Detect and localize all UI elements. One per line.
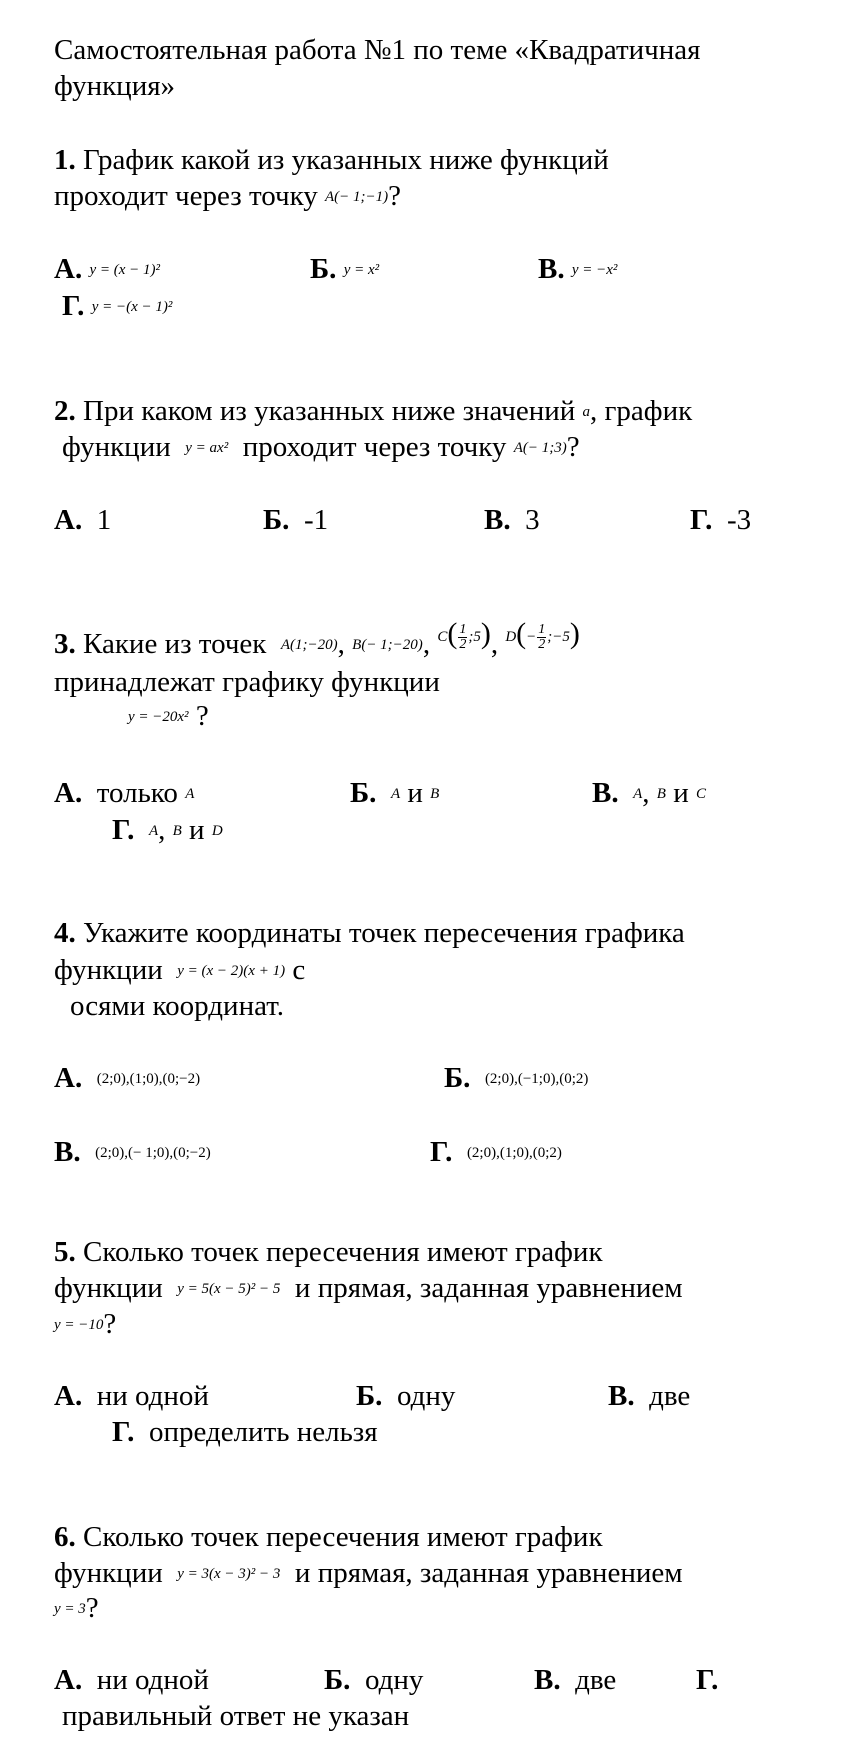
q2-text-2b: проходит через точку: [242, 431, 507, 463]
option-label: Б.: [356, 1380, 383, 1412]
q3-text-1: Какие из точек: [83, 628, 267, 660]
q5-number: 5.: [54, 1236, 76, 1268]
option-label: А.: [54, 1062, 83, 1094]
q1-option-b[interactable]: [310, 251, 379, 292]
q5-end: ?: [103, 1308, 117, 1340]
q1-end: ?: [388, 180, 402, 212]
q5-option-d[interactable]: [112, 1414, 378, 1450]
option-point: A: [148, 823, 159, 839]
q5-option-a[interactable]: [54, 1378, 209, 1414]
option-label: В.: [608, 1380, 635, 1412]
q2-param: a: [582, 404, 591, 420]
q3-option-b[interactable]: [350, 775, 439, 816]
q6-end: ?: [85, 1592, 99, 1624]
title-line-1: Самостоятельная работа №1 по теме «Квадратичная: [54, 34, 701, 66]
option-text: одну: [364, 1664, 424, 1696]
option-label: Б.: [263, 504, 290, 536]
option-label: Г.: [62, 290, 85, 322]
option-label: А.: [54, 1380, 83, 1412]
option-point: B: [172, 823, 182, 839]
option-label: Г.: [690, 504, 713, 536]
option-formula: y = x²: [343, 262, 380, 278]
q3-line-2: принадлежат графику функции: [54, 666, 440, 698]
q1-text-1: График какой из указанных ниже функций: [83, 144, 609, 176]
option-label: А.: [54, 504, 83, 536]
option-label: А.: [54, 777, 83, 809]
q5-option-b[interactable]: [356, 1378, 455, 1414]
option-value: 1: [96, 504, 112, 536]
option-label: Б.: [444, 1062, 471, 1094]
option-formula: y = (x − 1)²: [89, 262, 160, 278]
option-value: -1: [303, 504, 329, 536]
option-text: и: [673, 777, 689, 809]
q3-line-3: [128, 698, 209, 739]
q4-number: 4.: [54, 917, 76, 949]
q4-text-2b: с: [292, 954, 306, 986]
q5-line-3: [54, 1306, 116, 1347]
q4-option-b[interactable]: [444, 1060, 588, 1101]
q3-point-d-name: D: [505, 629, 517, 645]
option-separator: ,: [158, 814, 166, 846]
option-label: А.: [54, 1664, 83, 1696]
option-text: две: [649, 1380, 691, 1412]
option-label: Б.: [350, 777, 377, 809]
option-label: В.: [538, 253, 565, 285]
option-label: Б.: [324, 1664, 351, 1696]
q6-option-a[interactable]: [54, 1662, 209, 1698]
option-text: ни одной: [96, 1380, 209, 1412]
q6-line-1: [54, 1519, 603, 1555]
option-label: В.: [54, 1136, 81, 1168]
q3-point-c: C( 1 2 ;5): [437, 617, 491, 653]
q2-number: 2.: [54, 395, 76, 427]
q6-option-c[interactable]: [534, 1662, 616, 1698]
q2-text-1: При каком из указанных ниже значений: [83, 395, 576, 427]
q2-text-2a: функции: [62, 431, 171, 463]
q1-point: A(− 1;−1): [325, 189, 389, 205]
q6-option-b[interactable]: [324, 1662, 423, 1698]
option-formula: y = −x²: [571, 262, 618, 278]
option-label: Г.: [696, 1664, 719, 1696]
q1-line-2: [54, 178, 401, 219]
q5-text-1: Сколько точек пересечения имеют график: [83, 1236, 603, 1268]
q4-line-1: [54, 915, 685, 951]
option-formula: (2;0),(−1;0),(0;2): [484, 1071, 589, 1087]
q3-point-c-fraction: [458, 623, 467, 652]
option-text: только: [96, 777, 178, 809]
q1-option-d[interactable]: [62, 288, 172, 329]
q3-point-d-fraction: [537, 623, 546, 652]
option-label: В.: [534, 1664, 561, 1696]
option-formula: (2;0),(1;0),(0;2): [466, 1145, 562, 1161]
option-label: Б.: [310, 253, 337, 285]
option-label: Г.: [430, 1136, 453, 1168]
q4-option-a[interactable]: [54, 1060, 200, 1101]
q4-line-2: [54, 952, 305, 993]
q2-end: ?: [566, 431, 580, 463]
option-label: В.: [592, 777, 619, 809]
option-text: определить нельзя: [148, 1416, 378, 1448]
q6-line-2: [54, 1555, 683, 1596]
option-label: А.: [54, 253, 83, 285]
q3-point-d-sign: −: [526, 629, 537, 645]
option-label: В.: [484, 504, 511, 536]
q1-number: 1.: [54, 144, 76, 176]
option-label: Г.: [112, 814, 135, 846]
q2-point: A(− 1;3): [513, 440, 567, 456]
q3-option-a[interactable]: [54, 775, 194, 816]
q6-func: y = 3(x − 3)² − 3: [177, 1566, 281, 1582]
fraction-denominator: 2: [538, 637, 546, 653]
q3-option-c[interactable]: [592, 775, 706, 816]
q6-text-2b: и прямая, заданная уравнением: [294, 1557, 683, 1589]
option-point: B: [430, 786, 440, 802]
q3-point-c-rest: ;5: [468, 629, 481, 645]
q6-option-d-label[interactable]: [696, 1662, 718, 1698]
q3-comma: ,: [337, 628, 345, 660]
q5-line-1: [54, 1234, 603, 1270]
option-separator: ,: [642, 777, 650, 809]
option-point: B: [656, 786, 666, 802]
option-value: -3: [726, 504, 752, 536]
q6-option-d[interactable]: [62, 1698, 409, 1734]
option-text: правильный ответ не указан: [62, 1700, 410, 1732]
q2-option-c[interactable]: [484, 502, 540, 538]
q3-comma: ,: [490, 628, 499, 660]
option-point: D: [211, 823, 223, 839]
q1-text-2: проходит через точку: [54, 180, 318, 212]
q3-point-b: B(− 1;−20): [352, 637, 423, 653]
fraction-numerator: 1: [459, 622, 467, 638]
q4-line-3: осями координат.: [70, 990, 284, 1022]
q2-option-a[interactable]: [54, 502, 111, 538]
q2-option-b[interactable]: [263, 502, 328, 538]
q6-line-eq: y = 3: [54, 1601, 86, 1617]
q4-text-1: Укажите координаты точек пересечения графика: [83, 917, 685, 949]
option-formula: y = −(x − 1)²: [91, 299, 173, 315]
q5-text-2a: функции: [54, 1272, 163, 1304]
option-point: A: [390, 786, 401, 802]
option-text: одну: [396, 1380, 456, 1412]
q2-line-1: [54, 393, 692, 434]
q3-option-d[interactable]: [112, 812, 223, 853]
q3-number: 3.: [54, 628, 76, 660]
q3-point-d-rest: ;−5: [547, 629, 570, 645]
q6-text-1: Сколько точек пересечения имеют график: [83, 1521, 603, 1553]
q2-text-1b: , график: [590, 395, 693, 427]
q1-option-c[interactable]: [538, 251, 617, 292]
q5-line-2: [54, 1270, 683, 1311]
q2-line-2: [62, 429, 580, 470]
option-label: Г.: [112, 1416, 135, 1448]
option-formula: (2;0),(1;0),(0;−2): [96, 1071, 201, 1087]
q4-option-c[interactable]: [54, 1134, 211, 1175]
q2-option-d[interactable]: [690, 502, 751, 538]
q1-option-a[interactable]: [54, 251, 160, 292]
q5-text-2b: и прямая, заданная уравнением: [294, 1272, 683, 1304]
q6-text-2a: функции: [54, 1557, 163, 1589]
q4-option-d[interactable]: [430, 1134, 562, 1175]
option-text: и: [407, 777, 423, 809]
q3-func: y = −20x²: [128, 709, 189, 725]
option-text: ни одной: [96, 1664, 209, 1696]
option-text: две: [575, 1664, 617, 1696]
q6-number: 6.: [54, 1521, 76, 1553]
fraction-denominator: 2: [459, 637, 467, 653]
q4-func: y = (x − 2)(x + 1): [177, 963, 286, 979]
q2-func: y = ax²: [185, 440, 229, 456]
q3-point-a: A(1;−20): [280, 637, 338, 653]
option-text: и: [189, 814, 205, 846]
q4-text-2a: функции: [54, 954, 163, 986]
q5-func: y = 5(x − 5)² − 5: [177, 1281, 281, 1297]
option-point: A: [633, 786, 643, 802]
q3-end: ?: [195, 700, 209, 732]
q1-line-1: [54, 142, 609, 178]
option-formula: (2;0),(− 1;0),(0;−2): [95, 1145, 211, 1161]
q6-line-3: [54, 1590, 99, 1631]
option-point: A: [185, 786, 195, 802]
q3-point-d: D(− 1 2 ;−5): [505, 617, 580, 653]
fraction-numerator: 1: [538, 622, 546, 638]
title-line-2: функция»: [54, 70, 176, 102]
q3-point-c-name: C: [437, 629, 448, 645]
q5-line-eq: y = −10: [54, 1317, 104, 1333]
q5-option-c[interactable]: [608, 1378, 690, 1414]
option-point: C: [695, 786, 706, 802]
q3-line-1: [54, 617, 580, 667]
option-value: 3: [525, 504, 540, 536]
q3-comma: ,: [422, 628, 431, 660]
